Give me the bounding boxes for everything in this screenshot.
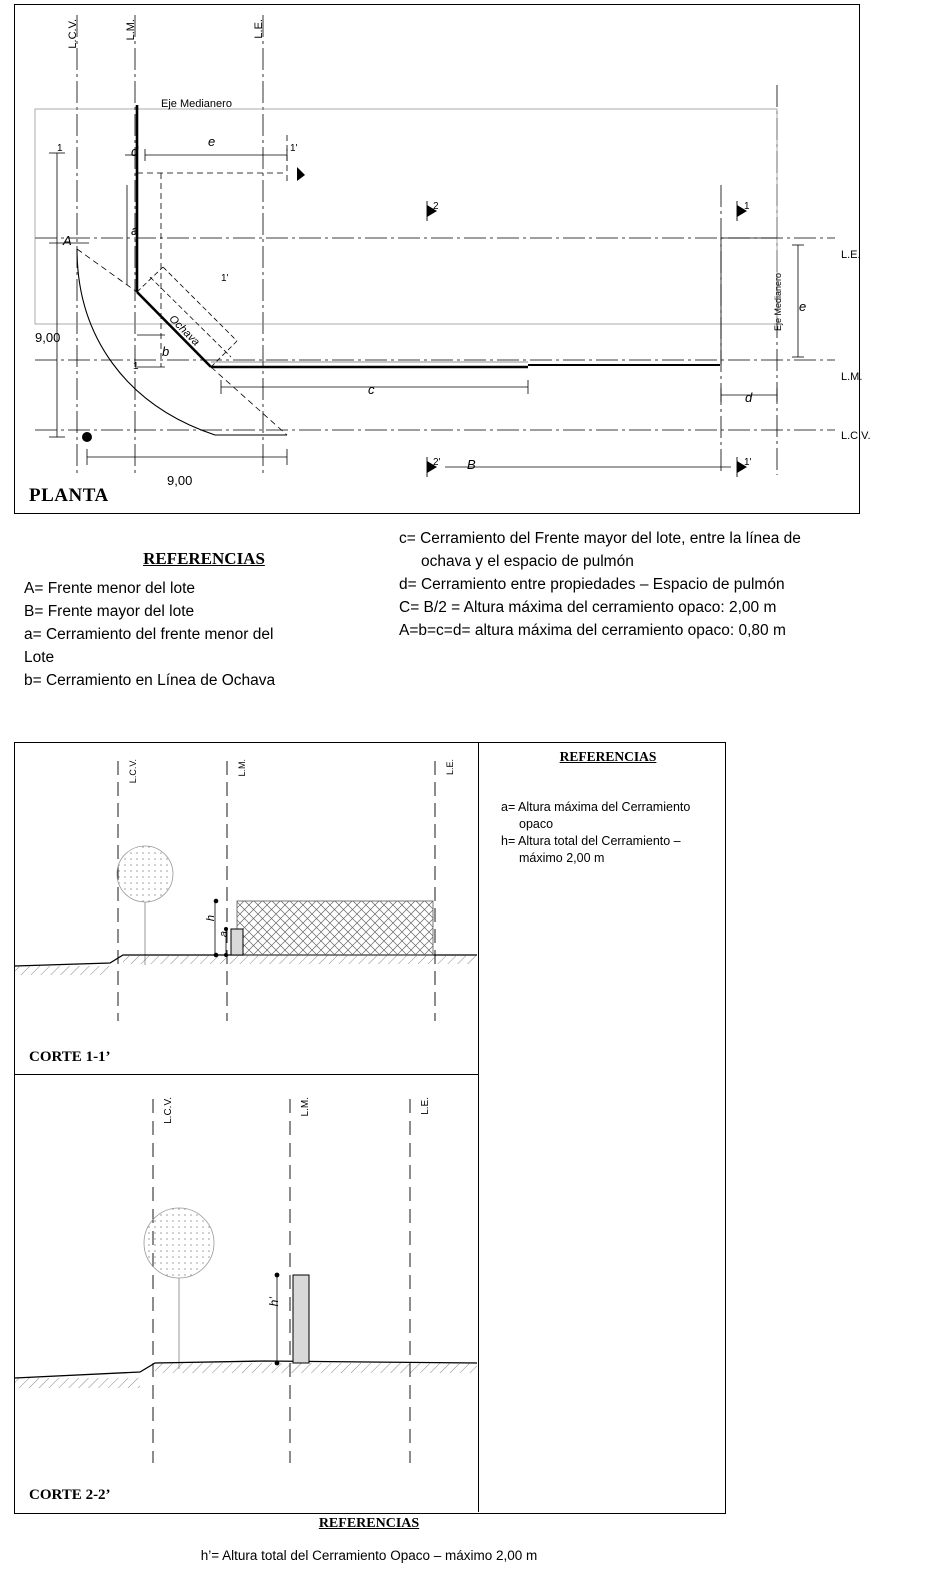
ref-item: máximo 2,00 m [519,851,605,865]
planta-dim-left: 9,00 [35,330,61,345]
planta-dim-bottom: 9,00 [167,473,193,488]
planta-label-lm-right: L.M. [841,371,863,383]
planta-cut-2: 2 [433,201,439,212]
planta-cut-1-lower: 1 [133,361,139,372]
ref-item: b= Cerramiento en Línea de Ochava [24,672,276,689]
ref-item: Lote [24,649,55,666]
ref-item: opaco [519,817,554,831]
ref-item: A=b=c=d= altura máxima del cerramiento opaco: 0,80 m [399,622,786,639]
planta-svg [15,5,857,511]
planta-letter-b: b [162,344,170,359]
planta-letter-d-right: d [745,390,753,405]
corte2-label-lm: L.M. [300,1097,311,1117]
corte1-label-le: L.E. [445,759,455,776]
corte-2-diagram [15,1075,479,1512]
corte2-dim-h: h’ [267,1297,281,1307]
planta-letter-B: B [467,457,476,472]
corte-2-title: CORTE 2-2’ [29,1487,111,1503]
planta-letter-A: A [63,233,72,248]
planta-title: PLANTA [29,485,109,506]
corte1-label-lcv: L.C.V. [128,759,138,784]
references-planta-left [24,548,384,693]
references-cortes-body [493,799,723,867]
cortes-container [14,742,726,1514]
corte1-dim-h: h [205,915,217,922]
planta-label-ochava: Ochava [166,313,202,349]
corte1-dim-a: a [218,931,230,938]
planta-label-le-right: L.E. [841,249,861,261]
references-planta-right [399,528,944,643]
planta-label-lcv-top: L.C.V. [67,19,79,49]
planta-cut-2p: 2' [433,457,441,468]
ref-item: C= B/2 = Altura máxima del cerramiento opaco: 2,00 m [399,599,777,616]
references-bottom [14,1516,724,1563]
planta-label-le-top: L.E. [253,19,265,39]
planta-cut-1-right: 1 [744,201,750,212]
planta-diagram [14,4,871,514]
ref-item: c= Cerramiento del Frente mayor del lote, entre la línea de [399,530,801,547]
planta-letter-e-top: e [208,134,216,149]
ref-item: B= Frente mayor del lote [24,603,195,620]
references-cortes-heading: REFERENCIAS [559,749,657,764]
planta-letter-c: c [368,382,375,397]
ref-item: a= Cerramiento del frente menor del [24,626,274,643]
planta-cut-1: 1 [57,143,63,154]
references-bottom-heading: REFERENCIAS [318,1516,420,1531]
corte-1-diagram [15,743,479,1075]
corte-1-svg [15,743,477,1073]
planta-label-eje-medianero-right: Eje Medianero [773,273,783,332]
ref-item: A= Frente menor del lote [24,580,196,597]
ref-item: d= Cerramiento entre propiedades – Espacio de pulmón [399,576,785,593]
references-planta-heading: REFERENCIAS [143,549,265,568]
planta-label-lm-top: L.M. [125,19,137,41]
planta-letter-d-top: d [131,144,139,159]
planta-cut-1p-top: 1' [290,143,298,154]
corte2-label-le: L.E. [420,1097,431,1115]
planta-letter-e-right: e [799,299,807,314]
ref-item: h’= Altura total del Cerramiento Opaco – máximo 2,00 m [200,1548,538,1563]
corte-1-title: CORTE 1-1’ [29,1049,111,1065]
planta-label-eje-medianero-top: Eje Medianero [161,98,232,110]
planta-letter-a: a [131,223,139,238]
ref-item: ochava y el espacio de pulmón [421,553,634,570]
planta-label-lcv-right: L.C.V. [841,430,871,442]
planta-cut-1p-mid: 1' [221,273,229,284]
corte-2-svg [15,1075,477,1511]
ref-item: a= Altura máxima del Cerramiento [501,800,691,814]
corte1-label-lm: L.M. [237,759,247,777]
corte2-label-lcv: L.C.V. [163,1097,174,1124]
ref-item: h= Altura total del Cerramiento – [501,834,681,848]
references-cortes [493,749,723,867]
planta-cut-1p-bottom: 1' [744,457,752,468]
